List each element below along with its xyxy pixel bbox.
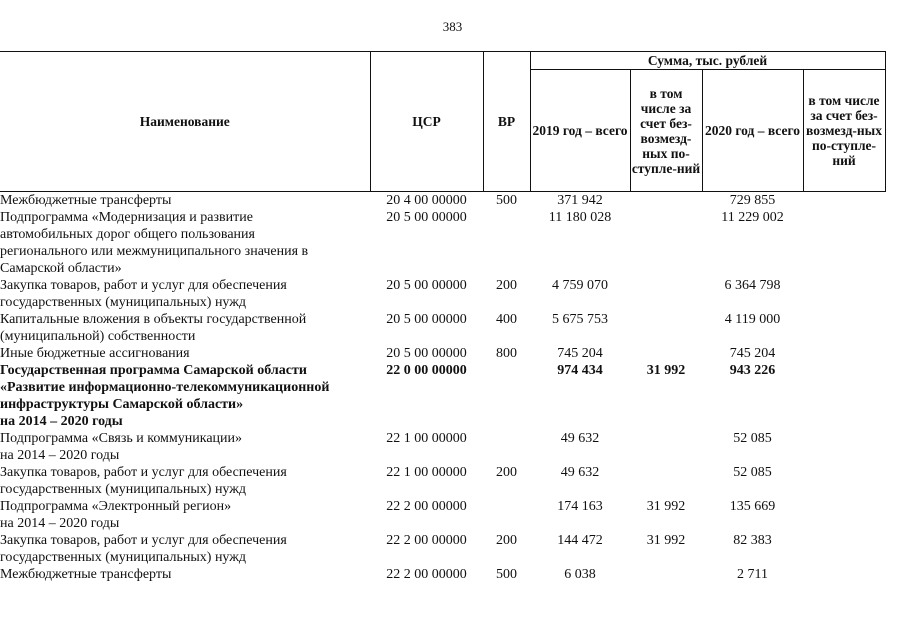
row-vr: 200 — [496, 278, 517, 293]
row-name — [0, 430, 370, 464]
row-vr — [483, 362, 530, 430]
row-2020-total: 52 085 — [733, 465, 772, 480]
row-2020-incl — [803, 532, 885, 566]
row-name-line: Межбюджетные трансферты — [0, 193, 172, 208]
budget-table — [0, 51, 886, 583]
row-name-line: на 2014 – 2020 годы — [0, 516, 120, 531]
row-2019-total: 5 675 753 — [552, 312, 608, 327]
row-2019-incl: 31 992 — [646, 499, 686, 514]
header-name: Наименование — [0, 52, 370, 192]
header-2020-total: 2020 год – всего — [702, 70, 803, 192]
row-2020-total: 6 364 798 — [724, 278, 781, 293]
row-name-line: Закупка товаров, работ и услуг для обеспечения — [0, 278, 287, 293]
row-2020-incl — [803, 566, 885, 583]
row-2019-incl — [630, 277, 702, 311]
row-name-line: автомобильных дорог общего пользования — [0, 227, 255, 242]
row-name-line: Подпрограмма «Электронный регион» — [0, 499, 232, 514]
row-name-line: государственных (муниципальных) нужд — [0, 295, 247, 310]
table-row — [0, 566, 885, 583]
row-name-line: регионального или межмуниципального значения в — [0, 244, 309, 259]
row-csr: 20 5 00 00000 — [386, 346, 467, 361]
row-2020-incl — [803, 430, 885, 464]
row-2019-total: 974 434 — [557, 363, 603, 378]
row-name — [0, 277, 370, 311]
row-2019-incl: 31 992 — [646, 363, 686, 378]
row-2019-incl — [630, 345, 702, 362]
header-2020-incl: в том числе за счет без-возмезд-ных по-ступле-ний — [803, 70, 885, 192]
row-name — [0, 464, 370, 498]
row-2020-incl — [803, 192, 885, 210]
row-2020-total: 11 229 002 — [721, 210, 784, 225]
row-2020-incl — [803, 311, 885, 345]
row-name-line: Подпрограмма «Связь и коммуникации» — [0, 431, 243, 446]
row-name — [0, 209, 370, 277]
row-csr: 22 0 00 00000 — [386, 363, 467, 378]
row-2019-incl — [630, 209, 702, 277]
row-name — [0, 345, 370, 362]
row-2020-total: 2 711 — [737, 567, 768, 582]
table-row — [0, 532, 885, 566]
row-csr: 22 1 00 00000 — [386, 431, 467, 446]
row-csr: 20 4 00 00000 — [386, 193, 467, 208]
row-2020-total: 745 204 — [729, 346, 776, 361]
row-vr: 400 — [496, 312, 517, 327]
row-vr: 500 — [496, 193, 517, 208]
row-name-line: государственных (муниципальных) нужд — [0, 482, 247, 497]
row-2019-total: 174 163 — [557, 499, 603, 514]
row-2019-total: 144 472 — [557, 533, 603, 548]
row-2019-total: 4 759 070 — [552, 278, 608, 293]
page-number: 383 — [442, 19, 463, 34]
row-name — [0, 566, 370, 583]
row-vr — [483, 498, 530, 532]
row-vr: 200 — [496, 465, 517, 480]
row-name-line: Государственная программа Самарской области — [0, 363, 307, 378]
row-2020-total: 135 669 — [729, 499, 776, 514]
row-name — [0, 532, 370, 566]
row-vr: 200 — [496, 533, 517, 548]
row-2019-total: 49 632 — [560, 465, 600, 480]
row-2019-total: 11 180 028 — [548, 210, 612, 225]
row-csr: 22 1 00 00000 — [386, 465, 467, 480]
row-2020-total: 4 119 000 — [724, 312, 781, 327]
table-row — [0, 498, 885, 532]
row-csr: 22 2 00 00000 — [386, 499, 467, 514]
row-vr — [483, 430, 530, 464]
row-2019-incl — [630, 192, 702, 210]
table-row — [0, 277, 885, 311]
table-row — [0, 362, 885, 430]
row-name — [0, 311, 370, 345]
row-vr: 500 — [496, 567, 517, 582]
table-row — [0, 311, 885, 345]
row-2019-total: 6 038 — [564, 567, 596, 582]
table-row — [0, 464, 885, 498]
row-vr: 800 — [496, 346, 517, 361]
row-2020-total: 729 855 — [729, 193, 776, 208]
table-header — [0, 52, 885, 192]
row-csr: 22 2 00 00000 — [386, 567, 467, 582]
row-name-line: «Развитие информационно-телекоммуникационной — [0, 380, 330, 395]
table-row — [0, 209, 885, 277]
row-name-line: Иные бюджетные ассигнования — [0, 346, 190, 361]
row-2019-total: 49 632 — [560, 431, 600, 446]
row-2020-incl — [803, 345, 885, 362]
row-name-line: Самарской области» — [0, 261, 122, 276]
row-2019-total: 745 204 — [557, 346, 603, 361]
row-2020-total: 943 226 — [729, 363, 776, 378]
header-vr: ВР — [483, 52, 530, 192]
row-name-line: Закупка товаров, работ и услуг для обеспечения — [0, 533, 287, 548]
row-name — [0, 498, 370, 532]
row-name-line: на 2014 – 2020 годы — [0, 414, 123, 429]
row-name-line: Закупка товаров, работ и услуг для обеспечения — [0, 465, 287, 480]
row-name-line: инфраструктуры Самарской области» — [0, 397, 244, 412]
table-row — [0, 192, 885, 210]
row-name — [0, 192, 370, 210]
row-name-line: Межбюджетные трансферты — [0, 567, 172, 582]
row-name-line: Капитальные вложения в объекты государственной — [0, 312, 307, 327]
row-name-line: Подпрограмма «Модернизация и развитие — [0, 210, 253, 225]
row-2019-incl — [630, 464, 702, 498]
row-2019-incl — [630, 311, 702, 345]
header-csr: ЦСР — [370, 52, 483, 192]
row-2019-incl — [630, 566, 702, 583]
row-2020-incl — [803, 209, 885, 277]
header-sum-group: Сумма, тыс. рублей — [530, 52, 885, 70]
row-csr: 20 5 00 00000 — [386, 312, 467, 327]
row-2020-incl — [803, 464, 885, 498]
row-name — [0, 362, 370, 430]
header-2019-total: 2019 год – всего — [530, 70, 630, 192]
row-name-line: (муниципальной) собственности — [0, 329, 196, 344]
row-csr: 20 5 00 00000 — [386, 278, 467, 293]
row-vr — [483, 209, 530, 277]
row-2020-incl — [803, 362, 885, 430]
row-2019-incl — [630, 430, 702, 464]
row-2019-total: 371 942 — [557, 193, 603, 208]
row-2020-incl — [803, 498, 885, 532]
table-row — [0, 430, 885, 464]
table-row — [0, 345, 885, 362]
row-2020-total: 82 383 — [733, 533, 772, 548]
row-name-line: государственных (муниципальных) нужд — [0, 550, 247, 565]
table-body — [0, 192, 885, 584]
row-2020-total: 52 085 — [733, 431, 772, 446]
row-csr: 22 2 00 00000 — [386, 533, 467, 548]
row-name-line: на 2014 – 2020 годы — [0, 448, 120, 463]
row-2020-incl — [803, 277, 885, 311]
row-csr: 20 5 00 00000 — [386, 210, 467, 225]
header-2019-incl: в том числе за счет без-возмезд-ных по-ступле-ний — [630, 70, 702, 192]
row-2019-incl: 31 992 — [646, 533, 686, 548]
